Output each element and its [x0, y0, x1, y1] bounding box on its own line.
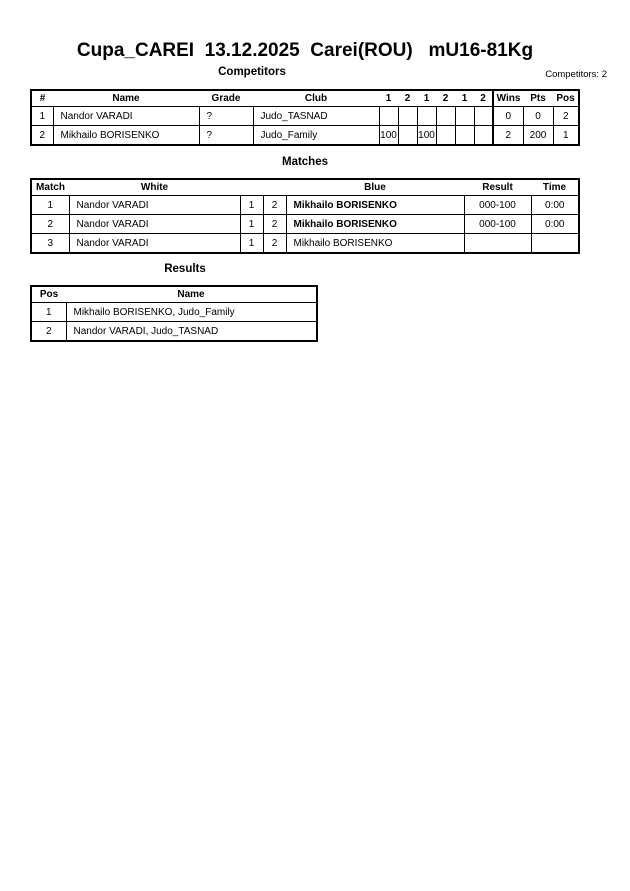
col-header-blue-no: [263, 179, 286, 196]
pos-cell: 1: [553, 126, 579, 146]
col-header-score-2: 2: [398, 90, 417, 107]
match-number: 3: [31, 234, 69, 254]
col-header-score-4: 2: [436, 90, 455, 107]
score-cell: [398, 107, 417, 126]
col-header-result: Result: [464, 179, 531, 196]
col-header-white: White: [69, 179, 240, 196]
competitors-header-row: [31, 90, 579, 107]
match-row: [31, 234, 579, 254]
score-cell: [379, 107, 398, 126]
page-title: Cupa_CAREI 13.12.2025 Carei(ROU) mU16-81Kg: [76, 40, 534, 61]
match-result: 000-100: [464, 196, 531, 215]
col-header-blue: Blue: [286, 179, 464, 196]
competitor-grade: ?: [199, 126, 253, 146]
competitor-row: [31, 126, 579, 146]
score-cell: [474, 107, 493, 126]
competitor-name: Nandor VARADI: [53, 107, 199, 126]
col-header-number: #: [31, 90, 53, 107]
blue-competitor-number: 2: [263, 215, 286, 234]
match-row: [31, 215, 579, 234]
competitor-grade: ?: [199, 107, 253, 126]
competitor-row: [31, 107, 579, 126]
competitors-section-title: Competitors: [218, 66, 286, 78]
blue-competitor: Mikhailo BORISENKO: [286, 234, 464, 254]
competitor-club: Judo_TASNAD: [253, 107, 379, 126]
pts-cell: 200: [523, 126, 553, 146]
score-cell: [455, 126, 474, 146]
score-cell: 100: [379, 126, 398, 146]
white-competitor-number: 1: [240, 215, 263, 234]
white-competitor: Nandor VARADI: [69, 234, 240, 254]
col-header-pos: Pos: [31, 286, 66, 303]
col-header-pts: Pts: [523, 90, 553, 107]
col-header-pos: Pos: [553, 90, 579, 107]
col-header-score-5: 1: [455, 90, 474, 107]
competitor-name: Mikhailo BORISENKO: [53, 126, 199, 146]
results-header-row: [31, 286, 317, 303]
match-result: 000-100: [464, 215, 531, 234]
results-table: [30, 285, 318, 342]
match-result: [464, 234, 531, 254]
wins-cell: 0: [493, 107, 523, 126]
col-header-grade: Grade: [199, 90, 253, 107]
col-header-match: Match: [31, 179, 69, 196]
score-cell: 100: [417, 126, 436, 146]
score-cell: [455, 107, 474, 126]
matches-table: [30, 178, 580, 254]
col-header-time: Time: [531, 179, 579, 196]
col-header-white-no: [240, 179, 263, 196]
wins-cell: 2: [493, 126, 523, 146]
score-cell: [436, 126, 455, 146]
competitors-table: [30, 89, 580, 146]
matches-header-row: [31, 179, 579, 196]
result-position: 1: [31, 303, 66, 322]
result-name: Nandor VARADI, Judo_TASNAD: [66, 322, 317, 342]
score-cell: [398, 126, 417, 146]
match-time: 0:00: [531, 215, 579, 234]
blue-competitor-number: 2: [263, 196, 286, 215]
result-row: [31, 303, 317, 322]
match-row: [31, 196, 579, 215]
match-number: 1: [31, 196, 69, 215]
competitor-number: 2: [31, 126, 53, 146]
col-header-wins: Wins: [493, 90, 523, 107]
match-time: [531, 234, 579, 254]
result-position: 2: [31, 322, 66, 342]
result-row: [31, 322, 317, 342]
blue-competitor: Mikhailo BORISENKO: [286, 215, 464, 234]
score-cell: [474, 126, 493, 146]
competitor-number: 1: [31, 107, 53, 126]
white-competitor-number: 1: [240, 196, 263, 215]
matches-section-title: Matches: [281, 156, 329, 168]
score-cell: [417, 107, 436, 126]
competitor-club: Judo_Family: [253, 126, 379, 146]
competitors-count: Competitors: 2: [545, 69, 607, 80]
white-competitor: Nandor VARADI: [69, 215, 240, 234]
col-header-name: Name: [66, 286, 317, 303]
col-header-score-6: 2: [474, 90, 493, 107]
col-header-score-3: 1: [417, 90, 436, 107]
white-competitor-number: 1: [240, 234, 263, 254]
result-name: Mikhailo BORISENKO, Judo_Family: [66, 303, 317, 322]
match-time: 0:00: [531, 196, 579, 215]
match-number: 2: [31, 215, 69, 234]
pos-cell: 2: [553, 107, 579, 126]
pts-cell: 0: [523, 107, 553, 126]
results-section-title: Results: [164, 263, 206, 275]
col-header-club: Club: [253, 90, 379, 107]
white-competitor: Nandor VARADI: [69, 196, 240, 215]
blue-competitor: Mikhailo BORISENKO: [286, 196, 464, 215]
col-header-score-1: 1: [379, 90, 398, 107]
score-cell: [436, 107, 455, 126]
col-header-name: Name: [53, 90, 199, 107]
blue-competitor-number: 2: [263, 234, 286, 254]
